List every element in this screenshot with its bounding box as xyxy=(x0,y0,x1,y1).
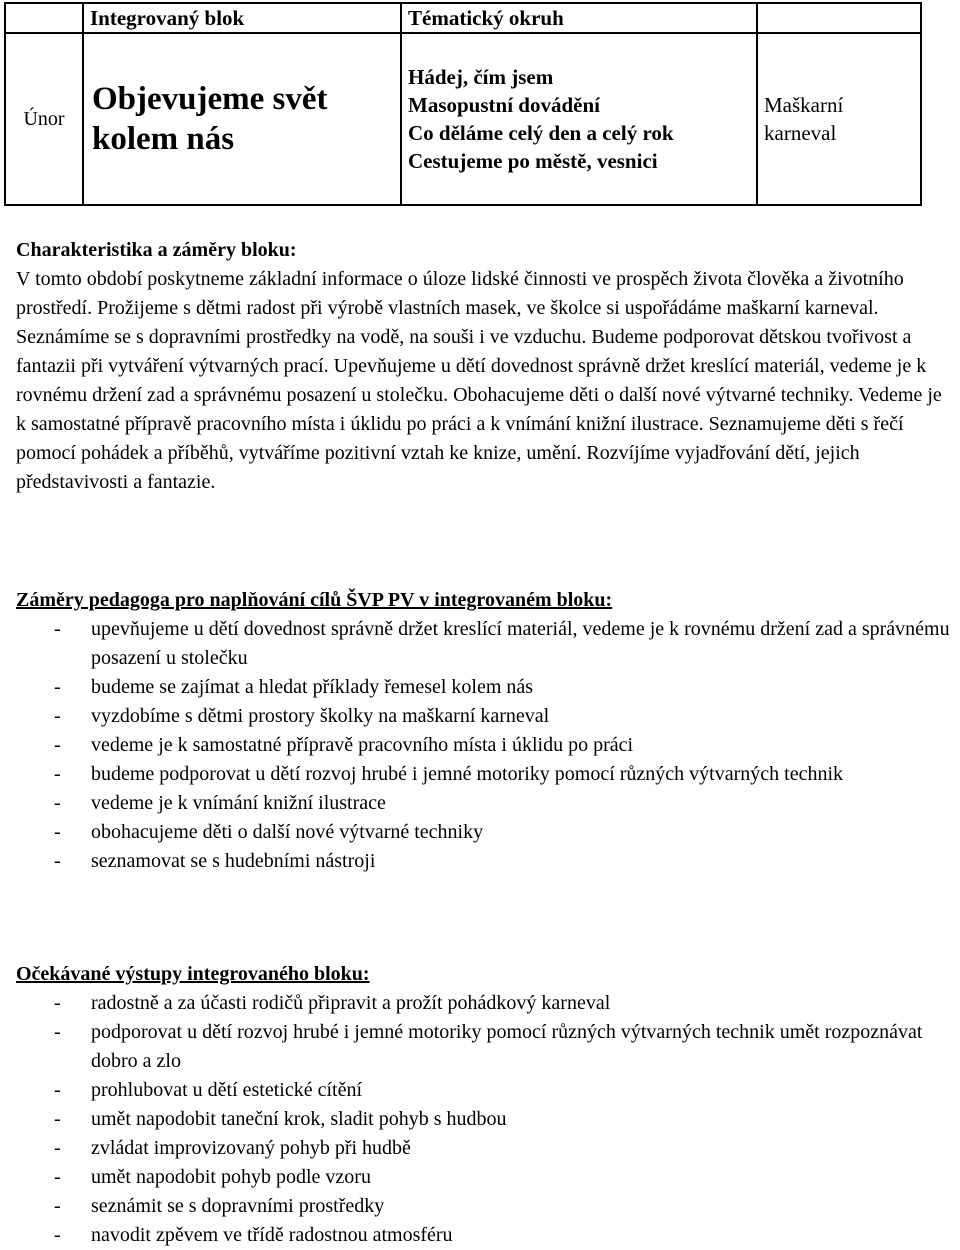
empty-header-cell xyxy=(5,3,83,33)
month-cell: Únor xyxy=(5,33,83,205)
list-item: - vedeme je k samostatné přípravě pracovního místa i úklidu po práci xyxy=(16,731,956,760)
header-topic: Tématický okruh xyxy=(401,3,757,33)
list-item: - vedeme je k vnímání knižní ilustrace xyxy=(16,789,956,818)
theme-item: Hádej, čím jsem xyxy=(408,65,554,89)
theme-item: Masopustní dovádění xyxy=(408,93,600,117)
block-name-line2: kolem nás xyxy=(92,121,235,157)
list-item: - umět napodobit taneční krok, sladit pohyb s hudbou xyxy=(16,1105,956,1134)
list-item: - umět napodobit pohyb podle vzoru xyxy=(16,1163,956,1192)
event-line1: Maškarní xyxy=(764,93,844,117)
intentions-section xyxy=(16,586,956,876)
empty-header-cell xyxy=(757,3,921,33)
event-cell xyxy=(757,33,921,205)
list-item: - vyzdobíme s dětmi prostory školky na maškarní karneval xyxy=(16,702,956,731)
list-item: - navodit zpěvem ve třídě radostnou atmosféru xyxy=(16,1221,956,1250)
header-block: Integrovaný blok xyxy=(83,3,401,33)
list-item: - seznamovat se s hudebními nástroji xyxy=(16,847,956,876)
block-name-cell xyxy=(83,33,401,205)
intentions-list xyxy=(16,615,956,876)
characteristics-section xyxy=(16,236,956,497)
characteristics-heading: Charakteristika a záměry bloku: xyxy=(16,239,297,261)
outputs-section xyxy=(16,960,956,1250)
list-item: - podporovat u dětí rozvoj hrubé i jemné motoriky pomocí různých výtvarných technik umět rozpoznávat dobro a zlo xyxy=(16,1018,956,1076)
block-name-line1: Objevujeme svět xyxy=(92,81,328,117)
block-table xyxy=(4,2,922,206)
outputs-list xyxy=(16,989,956,1250)
event-line2: karneval xyxy=(764,121,837,145)
intentions-heading: Záměry pedagoga pro naplňování cílů ŠVP PV v integrovaném bloku: xyxy=(16,589,613,611)
list-item: - budeme podporovat u dětí rozvoj hrubé i jemné motoriky pomocí různých výtvarných technik xyxy=(16,760,956,789)
list-item: - obohacujeme děti o další nové výtvarné techniky xyxy=(16,818,956,847)
list-item: - seznámit se s dopravními prostředky xyxy=(16,1192,956,1221)
themes-cell xyxy=(401,33,757,205)
list-item: - prohlubovat u dětí estetické cítění xyxy=(16,1076,956,1105)
list-item: - radostně a za účasti rodičů připravit a prožít pohádkový karneval xyxy=(16,989,956,1018)
outputs-heading: Očekávané výstupy integrovaného bloku: xyxy=(16,963,370,985)
theme-item: Cestujeme po městě, vesnici xyxy=(408,149,658,173)
characteristics-text: V tomto období poskytneme základní informace o úloze lidské činnosti ve prospěch života člověka a životního prostředí. Prožijeme s dětmi radost při výrobě vlastních masek, ve školce si uspořádáme maškarní karneval. Seznámíme se s dopravními prostředky na vodě, na souši i ve vzduchu. Budeme podporovat dětskou tvořivost a fantazii při vytváření výtvarných prací. Upevňujeme u dětí dovednost správně držet kreslící materiál, vedeme je k rovnému držení zad a správnému posazení u stolečku. Obohacujeme děti o další nové výtvarné techniky. Vedeme je k samostatné přípravě pracovního místa i úklidu po práci a k vnímání knižní ilustrace. Seznamujeme děti s řečí pomocí pohádek a příběhů, vytváříme pozitivní vztah ke knize, umění. Rozvíjíme vyjadřování dětí, jejich představivosti a fantazie. xyxy=(16,268,942,493)
list-item: - budeme se zajímat a hledat příklady řemesel kolem nás xyxy=(16,673,956,702)
theme-item: Co děláme celý den a celý rok xyxy=(408,121,674,145)
list-item: - upevňujeme u dětí dovednost správně držet kreslící materiál, vedeme je k rovnému držení zad a správnému posazení u stolečku xyxy=(16,615,956,673)
list-item: - zvládat improvizovaný pohyb při hudbě xyxy=(16,1134,956,1163)
